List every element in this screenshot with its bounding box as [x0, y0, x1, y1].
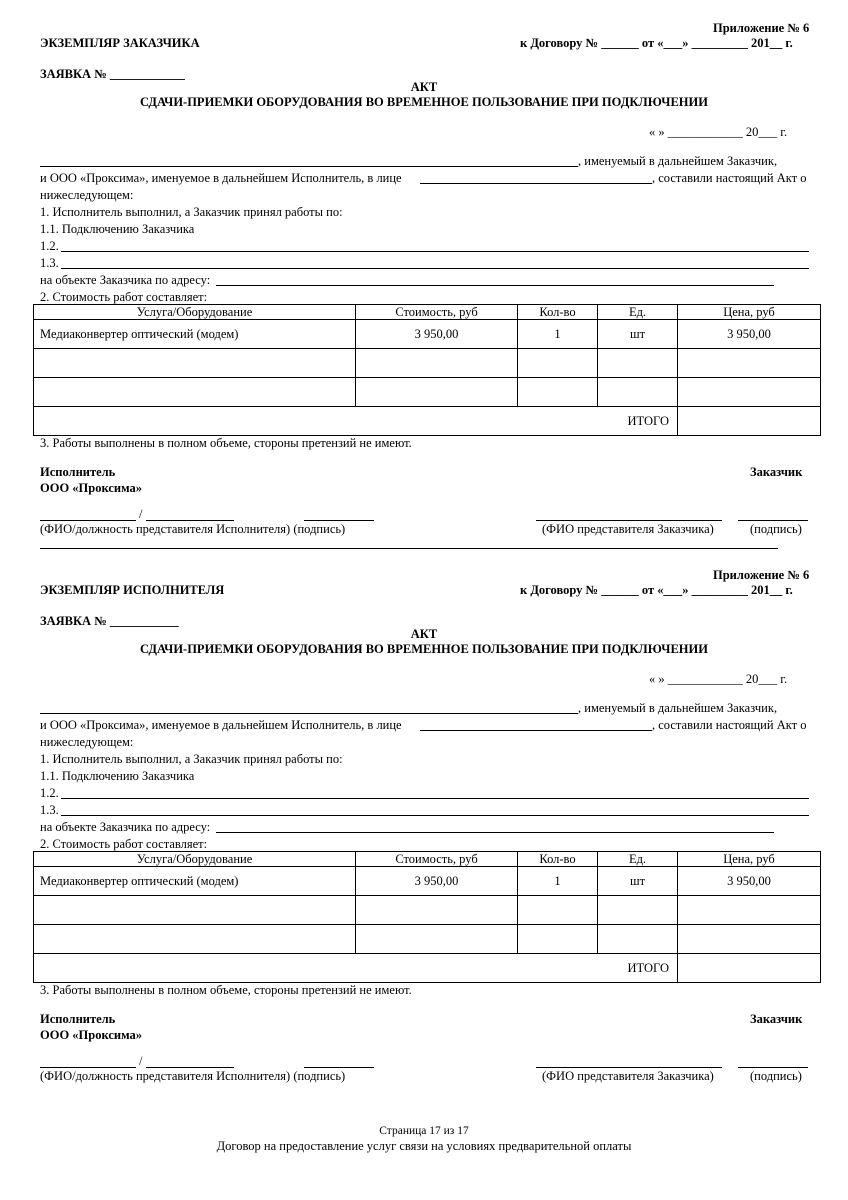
cust-signature-caption: (подпись): [750, 1069, 802, 1083]
address-line: [216, 832, 774, 833]
customer-copy: [0, 0, 848, 548]
contract-reference: к Договору № ______ от «___» _________ 201__ г.: [520, 36, 793, 50]
act-subtitle: СДАЧИ-ПРИЕМКИ ОБОРУДОВАНИЯ ВО ВРЕМЕННОЕ ПОЛЬЗОВАНИЕ ПРИ ПОДКЛЮЧЕНИИ: [140, 642, 708, 656]
contract-reference: к Договору № ______ от «___» _________ 201__ г.: [520, 583, 793, 597]
table-total-row: [34, 407, 821, 436]
table-cell: [598, 896, 678, 925]
cust-signature-caption: (подпись): [750, 522, 802, 536]
services-table: [33, 304, 821, 436]
slash: /: [139, 1054, 143, 1068]
table-cell: 1: [518, 867, 598, 896]
act-title: АКТ: [410, 627, 438, 641]
clause-1-3-line: [61, 268, 809, 269]
clause-1-2: 1.2.: [40, 239, 59, 253]
services-table: [33, 851, 821, 983]
executor-label: Исполнитель: [40, 465, 116, 479]
table-cell: [518, 896, 598, 925]
customer-suffix: , именуемый в дальнейшем Заказчик,: [578, 701, 778, 715]
clause-1-2-line: [61, 798, 809, 799]
table-row: [34, 349, 821, 378]
table-total-row: [34, 954, 821, 983]
clause-1: 1. Исполнитель выполнил, а Заказчик принял работы по:: [40, 205, 343, 219]
table-cell: 3 950,00: [678, 320, 821, 349]
table-cell: [678, 896, 821, 925]
exec-position-line: [146, 1067, 234, 1068]
col-header: Кол-во: [518, 852, 598, 867]
executor-label: Исполнитель: [40, 1012, 116, 1026]
cust-name-line: [536, 520, 722, 521]
table-row: [34, 925, 821, 954]
table-row: [34, 896, 821, 925]
table-cell: 3 950,00: [356, 320, 518, 349]
customer-name-line: [40, 713, 578, 714]
below-text: нижеследующем:: [40, 188, 134, 202]
appendix-label: Приложение № 6: [713, 568, 810, 582]
col-header: Цена, руб: [678, 305, 821, 320]
table-cell: [518, 349, 598, 378]
clause-1: 1. Исполнитель выполнил, а Заказчик принял работы по:: [40, 752, 343, 766]
act-subtitle: СДАЧИ-ПРИЕМКИ ОБОРУДОВАНИЯ ВО ВРЕМЕННОЕ ПОЛЬЗОВАНИЕ ПРИ ПОДКЛЮЧЕНИИ: [140, 95, 708, 109]
table-cell: [34, 896, 356, 925]
customer-suffix: , именуемый в дальнейшем Заказчик,: [578, 154, 778, 168]
appendix-label: Приложение № 6: [713, 21, 810, 35]
executor-org: ООО «Проксима»: [40, 1028, 143, 1042]
request-number: ЗАЯВКА № ____________: [40, 67, 185, 81]
table-row: [34, 378, 821, 407]
clause-1-2-line: [61, 251, 809, 252]
table-cell: [356, 896, 518, 925]
clause-1-2: 1.2.: [40, 786, 59, 800]
table-cell: [34, 925, 356, 954]
clause-1-3: 1.3.: [40, 803, 59, 817]
col-header: Цена, руб: [678, 852, 821, 867]
table-cell: Медиаконвертер оптический (модем): [34, 867, 356, 896]
customer-label: Заказчик: [750, 1012, 803, 1026]
executor-org: ООО «Проксима»: [40, 481, 143, 495]
table-cell: Медиаконвертер оптический (модем): [34, 320, 356, 349]
address-label: на объекте Заказчика по адресу:: [40, 273, 211, 287]
col-header: Кол-во: [518, 305, 598, 320]
below-text: нижеследующем:: [40, 735, 134, 749]
exec-signature-line: [304, 1067, 374, 1068]
table-cell: [678, 378, 821, 407]
total-label: ИТОГО: [34, 407, 678, 436]
table-row: [34, 867, 821, 896]
executor-rep-line: [420, 730, 652, 731]
copy-label: ЭКЗЕМПЛЯР ИСПОЛНИТЕЛЯ: [40, 583, 225, 597]
cust-name-caption: (ФИО представителя Заказчика): [542, 1069, 714, 1083]
table-cell: [678, 925, 821, 954]
table-cell: [356, 349, 518, 378]
clause-1-1: 1.1. Подключению Заказчика: [40, 769, 195, 783]
table-cell: [518, 925, 598, 954]
executor-text-a: и ООО «Проксима», именуемое в дальнейшем Исполнитель, в лице: [40, 171, 402, 185]
executor-rep-line: [420, 183, 652, 184]
executor-text-b: , составили настоящий Акт о: [652, 171, 807, 185]
act-date: « » ____________ 20___ г.: [649, 672, 788, 686]
clause-1-3: 1.3.: [40, 256, 59, 270]
cust-name-line: [536, 1067, 722, 1068]
exec-signature-line: [304, 520, 374, 521]
table-cell: [598, 925, 678, 954]
col-header: Стоимость, руб: [356, 852, 518, 867]
customer-label: Заказчик: [750, 465, 803, 479]
clause-2: 2. Стоимость работ составляет:: [40, 837, 208, 851]
total-value: [678, 954, 821, 983]
table-cell: [356, 925, 518, 954]
address-line: [216, 285, 774, 286]
cust-name-caption: (ФИО представителя Заказчика): [542, 522, 714, 536]
exec-name-line: [40, 1067, 136, 1068]
table-header-row: [34, 305, 821, 320]
copy-label: ЭКЗЕМПЛЯР ЗАКАЗЧИКА: [40, 36, 200, 50]
table-cell: [598, 378, 678, 407]
table-cell: 3 950,00: [356, 867, 518, 896]
table-cell: шт: [598, 320, 678, 349]
table-cell: 3 950,00: [678, 867, 821, 896]
cust-signature-line: [738, 520, 808, 521]
clause-2: 2. Стоимость работ составляет:: [40, 290, 208, 304]
clause-3: 3. Работы выполнены в полном объеме, стороны претензий не имеют.: [40, 983, 412, 997]
table-cell: [518, 378, 598, 407]
exec-position-line: [146, 520, 234, 521]
clause-1-3-line: [61, 815, 809, 816]
table-row: [34, 320, 821, 349]
table-cell: [678, 349, 821, 378]
total-label: ИТОГО: [34, 954, 678, 983]
exec-signature-caption: (ФИО/должность представителя Исполнителя) (подпись): [40, 1069, 346, 1083]
act-date: « » ____________ 20___ г.: [649, 125, 788, 139]
request-number: ЗАЯВКА № ___________: [40, 614, 179, 628]
table-cell: [34, 378, 356, 407]
total-value: [678, 407, 821, 436]
table-cell: [598, 349, 678, 378]
table-header-row: [34, 852, 821, 867]
col-header: Стоимость, руб: [356, 305, 518, 320]
executor-text-b: , составили настоящий Акт о: [652, 718, 807, 732]
contract-name: Договор на предоставление услуг связи на условиях предварительной оплаты: [216, 1139, 632, 1153]
address-label: на объекте Заказчика по адресу:: [40, 820, 211, 834]
table-cell: шт: [598, 867, 678, 896]
table-cell: [356, 378, 518, 407]
clause-1-1: 1.1. Подключению Заказчика: [40, 222, 195, 236]
col-header: Услуга/Оборудование: [34, 852, 356, 867]
executor-copy: [0, 547, 848, 1095]
table-cell: 1: [518, 320, 598, 349]
table-cell: [34, 349, 356, 378]
clause-3: 3. Работы выполнены в полном объеме, стороны претензий не имеют.: [40, 436, 412, 450]
slash: /: [139, 507, 143, 521]
page-number: Страница 17 из 17: [379, 1125, 469, 1137]
exec-name-line: [40, 520, 136, 521]
customer-name-line: [40, 166, 578, 167]
col-header: Ед.: [598, 852, 678, 867]
col-header: Услуга/Оборудование: [34, 305, 356, 320]
executor-text-a: и ООО «Проксима», именуемое в дальнейшем Исполнитель, в лице: [40, 718, 402, 732]
cust-signature-line: [738, 1067, 808, 1068]
col-header: Ед.: [598, 305, 678, 320]
act-title: АКТ: [410, 80, 438, 94]
exec-signature-caption: (ФИО/должность представителя Исполнителя) (подпись): [40, 522, 346, 536]
